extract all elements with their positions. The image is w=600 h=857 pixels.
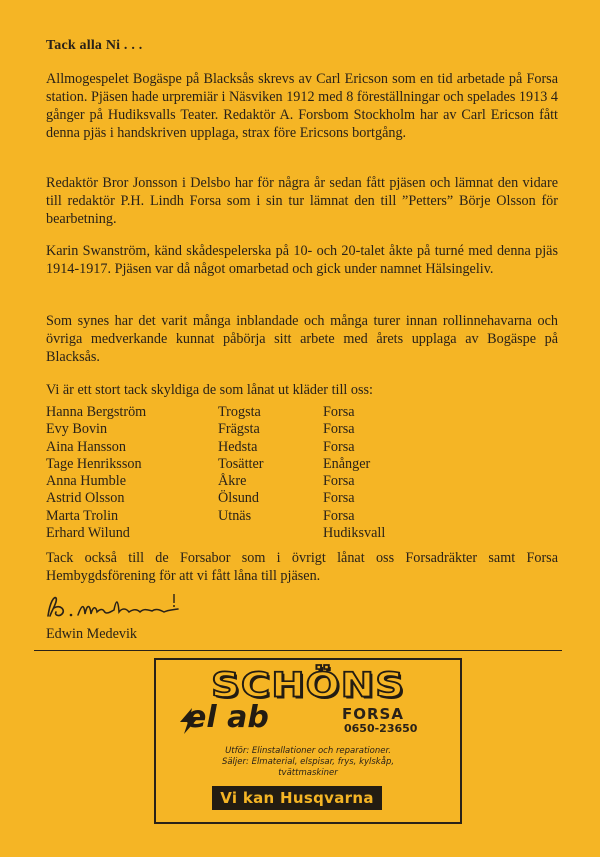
paragraph-closing: Tack också till de Forsabor som i övrigt lånat oss Forsadräkter samt Forsa Hembygdsförening för att vi fått låna till pjäsen. xyxy=(46,550,558,584)
lender-village: Hedsta xyxy=(218,438,258,455)
lender-name: Marta Trolin xyxy=(46,507,119,524)
ad-phone: 0650-23650 xyxy=(344,722,418,735)
signer-name: Edwin Medevik xyxy=(46,626,138,642)
lender-village: Utnäs xyxy=(218,507,252,524)
lender-village: Tosätter xyxy=(218,455,264,472)
paragraph-tour: Karin Swanström, känd skådespelerska på 10- och 20-talet åkte på turné med denna pjäs 1914-1917. Pjäsen var då något omarbetad och gick under namnet Hälsingeliv. xyxy=(46,243,558,277)
lender-village: Åkre xyxy=(218,473,247,490)
lender-village: Ölsund xyxy=(218,490,259,507)
divider xyxy=(34,650,562,651)
lender-village: Trogsta xyxy=(218,404,261,420)
lender-name: Anna Humble xyxy=(46,473,126,490)
ad-brand-name: SCHÖNS xyxy=(211,666,405,706)
ad-banner-text: Vi kan Husqvarna xyxy=(220,789,374,807)
lender-parish: Hudiksvall xyxy=(323,525,386,542)
lender-parish: Forsa xyxy=(323,473,355,490)
ad-services: Utför: Elinstallationer och reparationer. xyxy=(225,746,391,756)
ad-products: Säljer: Elmaterial, elspisar, frys, kylskåp, xyxy=(221,757,395,767)
lender-name: Aina Hansson xyxy=(46,438,126,455)
paragraph-history: Allmogespelet Bogäspe på Blacksås skrevs av Carl Ericson som en tid arbetade på Forsa station. Pjäsen hade urpremiär i Näsviken 1912 med 8 föreställningar och spelades 1913 4 gånger på Hudiksvalls Teater. Redaktör A. Forsbom Stockholm har av Carl Ericson fått denna pjäs i handskriven upplaga, strax före Ericsons bortgång. xyxy=(46,71,558,141)
lender-parish: Enånger xyxy=(323,455,371,472)
ad-town: FORSA xyxy=(342,705,404,723)
ad-banner xyxy=(212,786,382,810)
page-heading: Tack alla Ni . . . xyxy=(46,38,143,53)
paragraph-editors: Redaktör Bror Jonsson i Delsbo har för några år sedan fått pjäsen och lämnat den vidare till redaktör P.H. Lindh Forsa som i sin tur lämnat den till ”Petters” Börje Olsson för bearbetning. xyxy=(46,175,558,227)
lender-name: Astrid Olsson xyxy=(46,490,125,507)
lender-name: Tage Henriksson xyxy=(46,455,142,472)
paragraph-contributors: Som synes har det varit många inblandade och många turer innan rollinnehavarna och övriga medverkande kunnat påbörja sitt arbete med årets upplaga av Bogäspe på Blacksås. xyxy=(46,313,558,365)
lender-parish: Forsa xyxy=(323,507,355,524)
lender-parish: Forsa xyxy=(323,490,355,507)
ad-company-suffix: el ab xyxy=(186,700,269,735)
lender-parish: Forsa xyxy=(323,404,355,420)
lender-name: Erhard Wilund xyxy=(46,525,130,542)
ad-products-cont: tvättmaskiner xyxy=(278,768,338,778)
lender-parish: Forsa xyxy=(323,438,355,455)
lender-village: Frägsta xyxy=(218,421,260,438)
advertisement xyxy=(154,658,462,824)
lender-name: Evy Bovin xyxy=(46,421,108,438)
lender-parish: Forsa xyxy=(323,421,355,438)
paragraph-thanks-intro: Vi är ett stort tack skyldiga de som lånat ut kläder till oss: xyxy=(46,382,373,398)
handwritten-signature xyxy=(44,588,194,624)
lender-name: Hanna Bergström xyxy=(46,404,147,420)
